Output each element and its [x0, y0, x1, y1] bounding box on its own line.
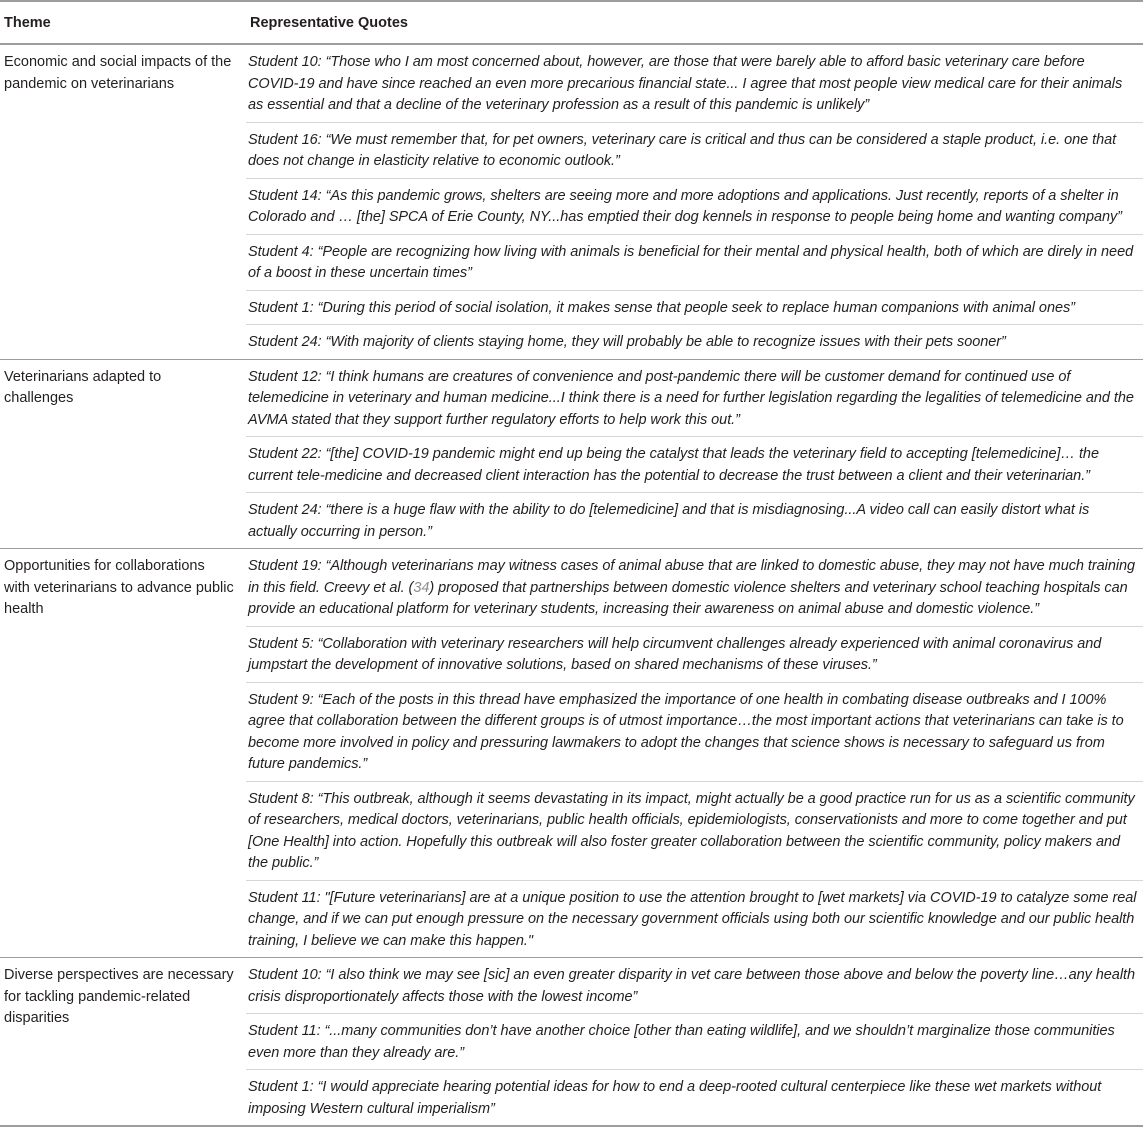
quote-text: Student 19: “Although veterinarians may witness cases of animal abuse that are linked to domestic abuse, they may not have much training in this field. Creevy et al. (: [248, 558, 1136, 596]
quote: Student 24: “there is a huge flaw with the ability to do [telemedicine] and that is misdiagnosing...A video call can easily distort what is actually occurring in person.”: [248, 502, 1090, 540]
theme-cell: Opportunities for collaborations with veterinarians to advance public health: [0, 549, 246, 958]
table-row: [0, 958, 1143, 1127]
theme-cell: Diverse perspectives are necessary for tackling pandemic-related disparities: [0, 958, 246, 1127]
quote: Student 4: “People are recognizing how living with animals is beneficial for their mental and physical health, both of which are direly in need of a boost in these uncertain times”: [246, 235, 1143, 291]
quote: Student 22: “[the] COVID-19 pandemic might end up being the catalyst that leads the veterinary field to accepting [telemedicine]… the current tele-medicine and decreased client interaction has the potential to decrease the trust between a client and their veterinarian.”: [246, 437, 1143, 493]
quote: Student 9: “Each of the posts in this thread have emphasized the importance of one health in combating disease outbreaks and I 100% agree that collaboration between the different groups is of utmost importance…the most important actions that veterinarians can take is to become more involved in policy and pressuring lawmakers to adopt the changes that science shows is necessary to safeguard us from future pandemics.”: [246, 683, 1143, 782]
quote: Student 11: "[Future veterinarians] are at a unique position to use the attention brought to [wet markets] via COVID-19 to catalyze some real change, and if we can put enough pressure on the necessary government officials using both our scientific knowledge and our public health training, I believe we can make this happen.": [248, 889, 1137, 949]
quotes-cell: [246, 549, 1143, 958]
quote: Student 10: “Those who I am most concerned about, however, are those that were barely able to afford basic veterinary care before COVID-19 and have since reached an even more precarious financial state... I agree that most people view medical care for their animals as essential and that a decline of the veterinary profession as a result of this pandemic is unlikely”: [246, 45, 1143, 123]
quote: Student 1: “During this period of social isolation, it makes sense that people seek to replace human companions with animal ones”: [246, 291, 1143, 326]
quote: Student 16: “We must remember that, for pet owners, veterinary care is critical and thus can be considered a staple product, i.e. one that does not change in elasticity relative to economic outlook.”: [246, 123, 1143, 179]
theme-column-header: Theme: [0, 1, 246, 44]
quote: Student 8: “This outbreak, although it seems devastating in its impact, might actually be a good practice run for us as a scientific community of researchers, medical doctors, veterinarians, public health officials, epidemiologists, conservationists and more to come together and put [One Health] into action. Hopefully this outbreak will also foster greater collaboration between the scientific community, policy makers and the public.”: [246, 782, 1143, 881]
table-row: [0, 44, 1143, 359]
quotes-cell: [246, 44, 1143, 359]
table-body: [0, 44, 1143, 1126]
quotes-column-header: Representative Quotes: [246, 1, 1143, 44]
quote: Student 1: “I would appreciate hearing potential ideas for how to end a deep-rooted cultural centerpiece like these wet markets without imposing Western cultural imperialism”: [248, 1079, 1102, 1117]
quotes-cell: [246, 958, 1143, 1127]
quote: Student 11: “...many communities don’t have another choice [other than eating wildlife], and we shouldn’t marginalize those communities even more than they already are.”: [246, 1014, 1143, 1070]
quote: Student 12: “I think humans are creatures of convenience and post-pandemic there will be customer demand for continued use of telemedicine in veterinary and human medicine...I think there is a need for further legislation regarding the legalities of telemedicine and the AVMA stated that they support further regulatory efforts to help work this out.”: [246, 360, 1143, 438]
quote: [246, 549, 1143, 627]
quotes-cell: [246, 359, 1143, 549]
table-header: [0, 1, 1143, 44]
header-row: [0, 1, 1143, 44]
quote: Student 24: “With majority of clients staying home, they will probably be able to recognize issues with their pets sooner”: [248, 334, 1006, 350]
table-row: [0, 359, 1143, 549]
quote: Student 14: “As this pandemic grows, shelters are seeing more and more adoptions and applications. Just recently, reports of a shelter in Colorado and … [the] SPCA of Erie County, NY...has emptied their dog kennels in response to people being home and wanting company”: [246, 179, 1143, 235]
quote: Student 5: “Collaboration with veterinary researchers will help circumvent challenges already experienced with animal coronavirus and jumpstart the development of innovative solutions, based on shared mechanisms of these viruses.”: [246, 627, 1143, 683]
theme-cell: Economic and social impacts of the pandemic on veterinarians: [0, 44, 246, 359]
table-row: [0, 549, 1143, 958]
quote-text: ) proposed that partnerships between domestic violence shelters and veterinary school teaching hospitals can provide an educational platform for veterinary students, increasing their awareness on animal abuse and domestic violence.”: [248, 579, 1128, 617]
quote: Student 10: “I also think we may see [sic] an even greater disparity in vet care between those above and below the poverty line…any health crisis disproportionately affects those with the lowest income”: [246, 958, 1143, 1014]
theme-cell: Veterinarians adapted to challenges: [0, 359, 246, 549]
citation-link[interactable]: 34: [413, 579, 430, 596]
